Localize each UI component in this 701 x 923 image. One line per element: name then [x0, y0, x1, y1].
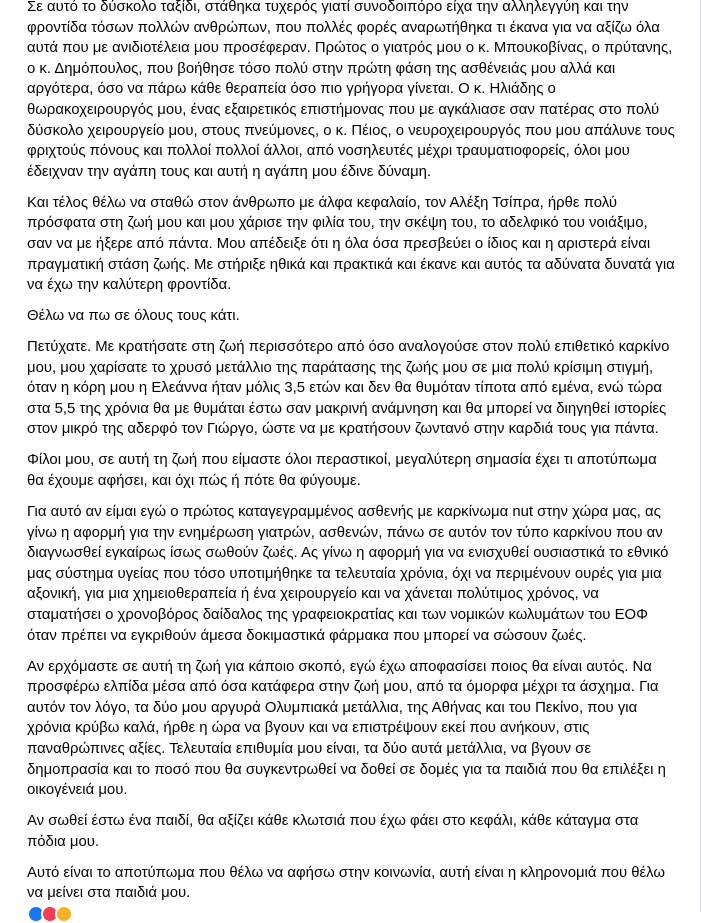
post-paragraph: Και τέλος θέλω να σταθώ στον άνθρωπο με άλφα κεφαλαίο, τον Αλέξη Τσίπρα, ήρθε πολύ πρόσφατα στη ζωή μου και μου χάρισε την φιλία του, την σκέψη του, το αδελφικό του νοιάξιμο, σαν να με ήξερε από πάντα. Μου απέδειξε ότι η όλα όσα πρεσβεύει ο ίδιος και η αριστερά είναι πραγματική στάση ζωής. Με στήριξε ηθικά και πρακτικά και έκανε και αυτός τα αδύνατα δυνατά για να έχω την καλύτερη φροντίδα. [27, 194, 675, 294]
post-text [27, 0, 675, 914]
post-paragraph: Φίλοι μου, σε αυτή τη ζωή που είμαστε όλοι περαστικοί, μεγαλύτερη σημασία έχει τι αποτύπωμα θα έχουμε αφήσει, και όχι πώς ή πότε θα φύγουμε. [27, 452, 657, 490]
post-paragraph: Αν σωθεί έστω ένα παιδί, θα αξίζει κάθε κλωτσιά που έχω φάει στο κεφάλι, κάθε κάταγμα στα πόδια μου. [27, 813, 639, 850]
post-paragraph: Σε αυτό το δύσκολο ταξίδι, στάθηκα τυχερός γιατί συνοδοιπόρο είχα την αλληλεγγύη και την φροντίδα τόσων πολλών ανθρώπων, που πολλές φορές αναρωτήθηκα τι έκανα για να αξίζω όλα αυτά που με ανιδιοτέλεια μου προσέφεραν. Πρώτος ο γιατρός μου ο κ. Μπουκοβίνας, ο πρύτανης, ο κ. Δημόπουλος, που βοήθησε τόσο πολύ στην πρώτη φάση της ασθένειάς μου αλλά και αργότερα, όσο να πάρω κάθε θεραπεία όσο πιο γρήγορα γίνεται. Ο κ. Ηλιάδης ο θωρακοχειρουργός μου, ένας εξαιρετικός επιστήμονας που με αγκάλιασε σαν πατέρας στο πολύ δύσκολο χειρουργείο μου, στους πνεύμονες, ο κ. Πέιος, ο νευροχειρουργός που μου απάλυνε τους φριχτούς πόνους και πολλοί πολλοί άλλοι, από νοσηλευτές μέχρι τραυματιοφορείς, όλοι μου έδειχναν την αγάπη τους και αυτή η αγάπη μου έδινε δύναμη. [27, 0, 675, 180]
post-paragraph: Πετύχατε. Με κρατήσατε στη ζωή περισσότερο από όσο αναλογούσε στον πολύ επιθετικό καρκίνο μου, μου χαρίσατε το χρυσό μετάλλιο της παράτασης της ζωής μου σε μια πολύ κρίσιμη στιγμή, όταν η κόρη μου η Ελεάννα ήταν μόλις 3,5 ετών και δεν θα θυμόταν τίποτα από εμένα, ενώ τώρα στα 5,5 της χρόνια θα με θυμάται έστω σαν μακρινή ανάμνηση και θα μπορεί να διηγηθεί ιστορίες στον μικρό της αδερφό τον Γιώργο, ώστε να με κρατήσουν ζωντανό στην καρδιά τους για πάντα. [27, 339, 670, 438]
reactions-summary[interactable] [27, 905, 107, 919]
post-paragraph: Αν ερχόμαστε σε αυτή τη ζωή για κάποιο σκοπό, εγώ έχω αποφασίσει ποιος θα είναι αυτός. Να προσφέρω ελπίδα μέσα από όσα κατάφερα στην ζωή μου, από τα όμορφα μέχρι τα άσχημα. Για αυτόν τον λόγο, τα δύο μου αργυρά Ολυμπιακά μετάλλια, της Αθήνας και του Πεκίνο, που για χρόνια κρύβω καλά, ήρθε η ώρα να βγουν και να επιστρέψουν εκεί που ανήκουν, στις παναθρώπινες αξίες. Τελευταία επιθυμία μου είναι, τα δύο αυτά μετάλλια, να βγουν σε δημοπρασία και το ποσό που θα συγκεντρωθεί να δοθεί σε δομές για τα παιδιά που θα επιλέξει η οικογένειά μου. [27, 658, 666, 799]
post-paragraph: Αυτό είναι το αποτύπωμα που θέλω να αφήσω στην κοινωνία, αυτή είναι η κληρονομιά που θέλω να μείνει στα παιδιά μου. [27, 864, 665, 902]
post-paragraph: Για αυτό αν είμαι εγώ ο πρώτος καταγεγραμμένος ασθενής με καρκίνωμα nut στην χώρα μας, ας γίνω η αφορμή για την ενημέρωση γιατρών, ασθενών, πάνω σε αυτόν τον τύπο καρκίνου που αν διαγνωσθεί εγκαίρως ίσως σωθούν ζωές. Ας γίνω η αφορμή για να ενισχυθεί ουσιαστικά το εθνικό μας σύστημα υγείας που τόσο υποτιμήθηκε τα τελευταία χρόνια, όχι να περιμένουν ουρές για μια αξονική, για μια χημειοθεραπεία ή ένα χειρουργείο και να χάνεται πολύτιμος χρόνος, να σταματήσει ο χρονοβόρος δαίδαλος της γραφειοκρατίας και των νομικών κωλυμάτων του ΕΟΦ όταν πρέπει να εγκριθούν άμεσα δοκιμαστικά φάρμακα που μπορεί να σώσουν ζωές. [27, 504, 669, 644]
care-icon [55, 905, 73, 923]
post-paragraph: Θέλω να πω σε όλους τους κάτι. [27, 308, 240, 325]
